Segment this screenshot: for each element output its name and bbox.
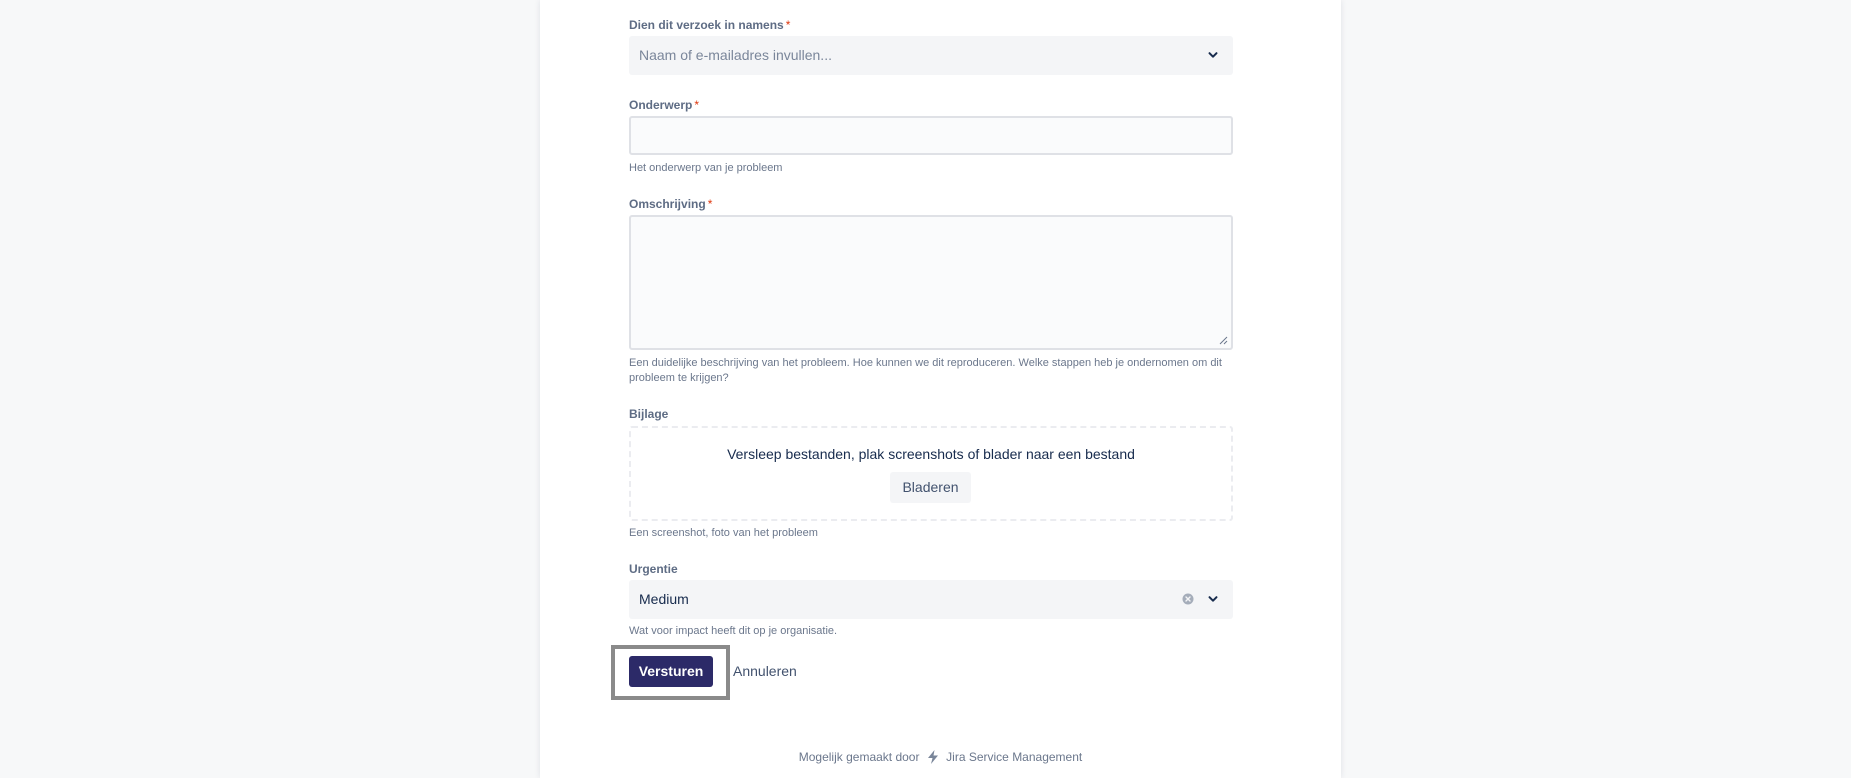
urgency-select[interactable] [629, 580, 1233, 619]
urgency-help-text: Wat voor impact heeft dit op je organisatie. [629, 625, 838, 637]
subject-help-text: Het onderwerp van je probleem [629, 162, 783, 174]
attachment-label [629, 406, 668, 422]
chevron-down-icon[interactable] [1207, 593, 1219, 605]
urgency-value: Medium [639, 591, 689, 607]
footer-product-link[interactable]: Jira Service Management [946, 750, 1083, 764]
required-marker: * [707, 197, 713, 211]
required-marker: * [694, 98, 700, 112]
urgency-label-text: Urgentie [629, 562, 678, 576]
chevron-down-icon[interactable] [1207, 49, 1219, 61]
on-behalf-label-text: Dien dit verzoek in namens [629, 18, 784, 32]
clear-icon[interactable] [1181, 592, 1195, 606]
attachment-label-text: Bijlage [629, 407, 669, 421]
dropzone-instructions: Versleep bestanden, plak screenshots of blader naar een bestand [727, 446, 1135, 462]
submit-button[interactable]: Versturen [629, 656, 713, 687]
description-label-text: Omschrijving [629, 197, 706, 211]
attachment-dropzone[interactable] [629, 426, 1233, 521]
on-behalf-select[interactable] [629, 36, 1233, 75]
description-help-text: Een duidelijke beschrijving van het probleem. Hoe kunnen we dit reproduceren. Welke stappen heb je ondernomen om dit probleem te krijgen? [629, 357, 1222, 384]
subject-label [629, 97, 699, 113]
attachment-help-text: Een screenshot, foto van het probleem [629, 527, 818, 539]
on-behalf-label [629, 17, 790, 33]
browse-button[interactable]: Bladeren [890, 472, 971, 503]
description-label [629, 196, 712, 212]
urgency-label [629, 561, 678, 577]
subject-input[interactable] [629, 116, 1233, 155]
cancel-link[interactable]: Annuleren [733, 663, 797, 679]
description-textarea[interactable] [629, 215, 1233, 350]
on-behalf-placeholder: Naam of e-mailadres invullen... [639, 47, 832, 63]
subject-label-text: Onderwerp [629, 98, 693, 112]
footer-prefix: Mogelijk gemaakt door [798, 750, 920, 764]
required-marker: * [785, 18, 791, 32]
lightning-bolt-icon [925, 749, 941, 765]
resize-handle-icon[interactable] [1219, 336, 1228, 345]
powered-by-footer [540, 749, 1341, 765]
